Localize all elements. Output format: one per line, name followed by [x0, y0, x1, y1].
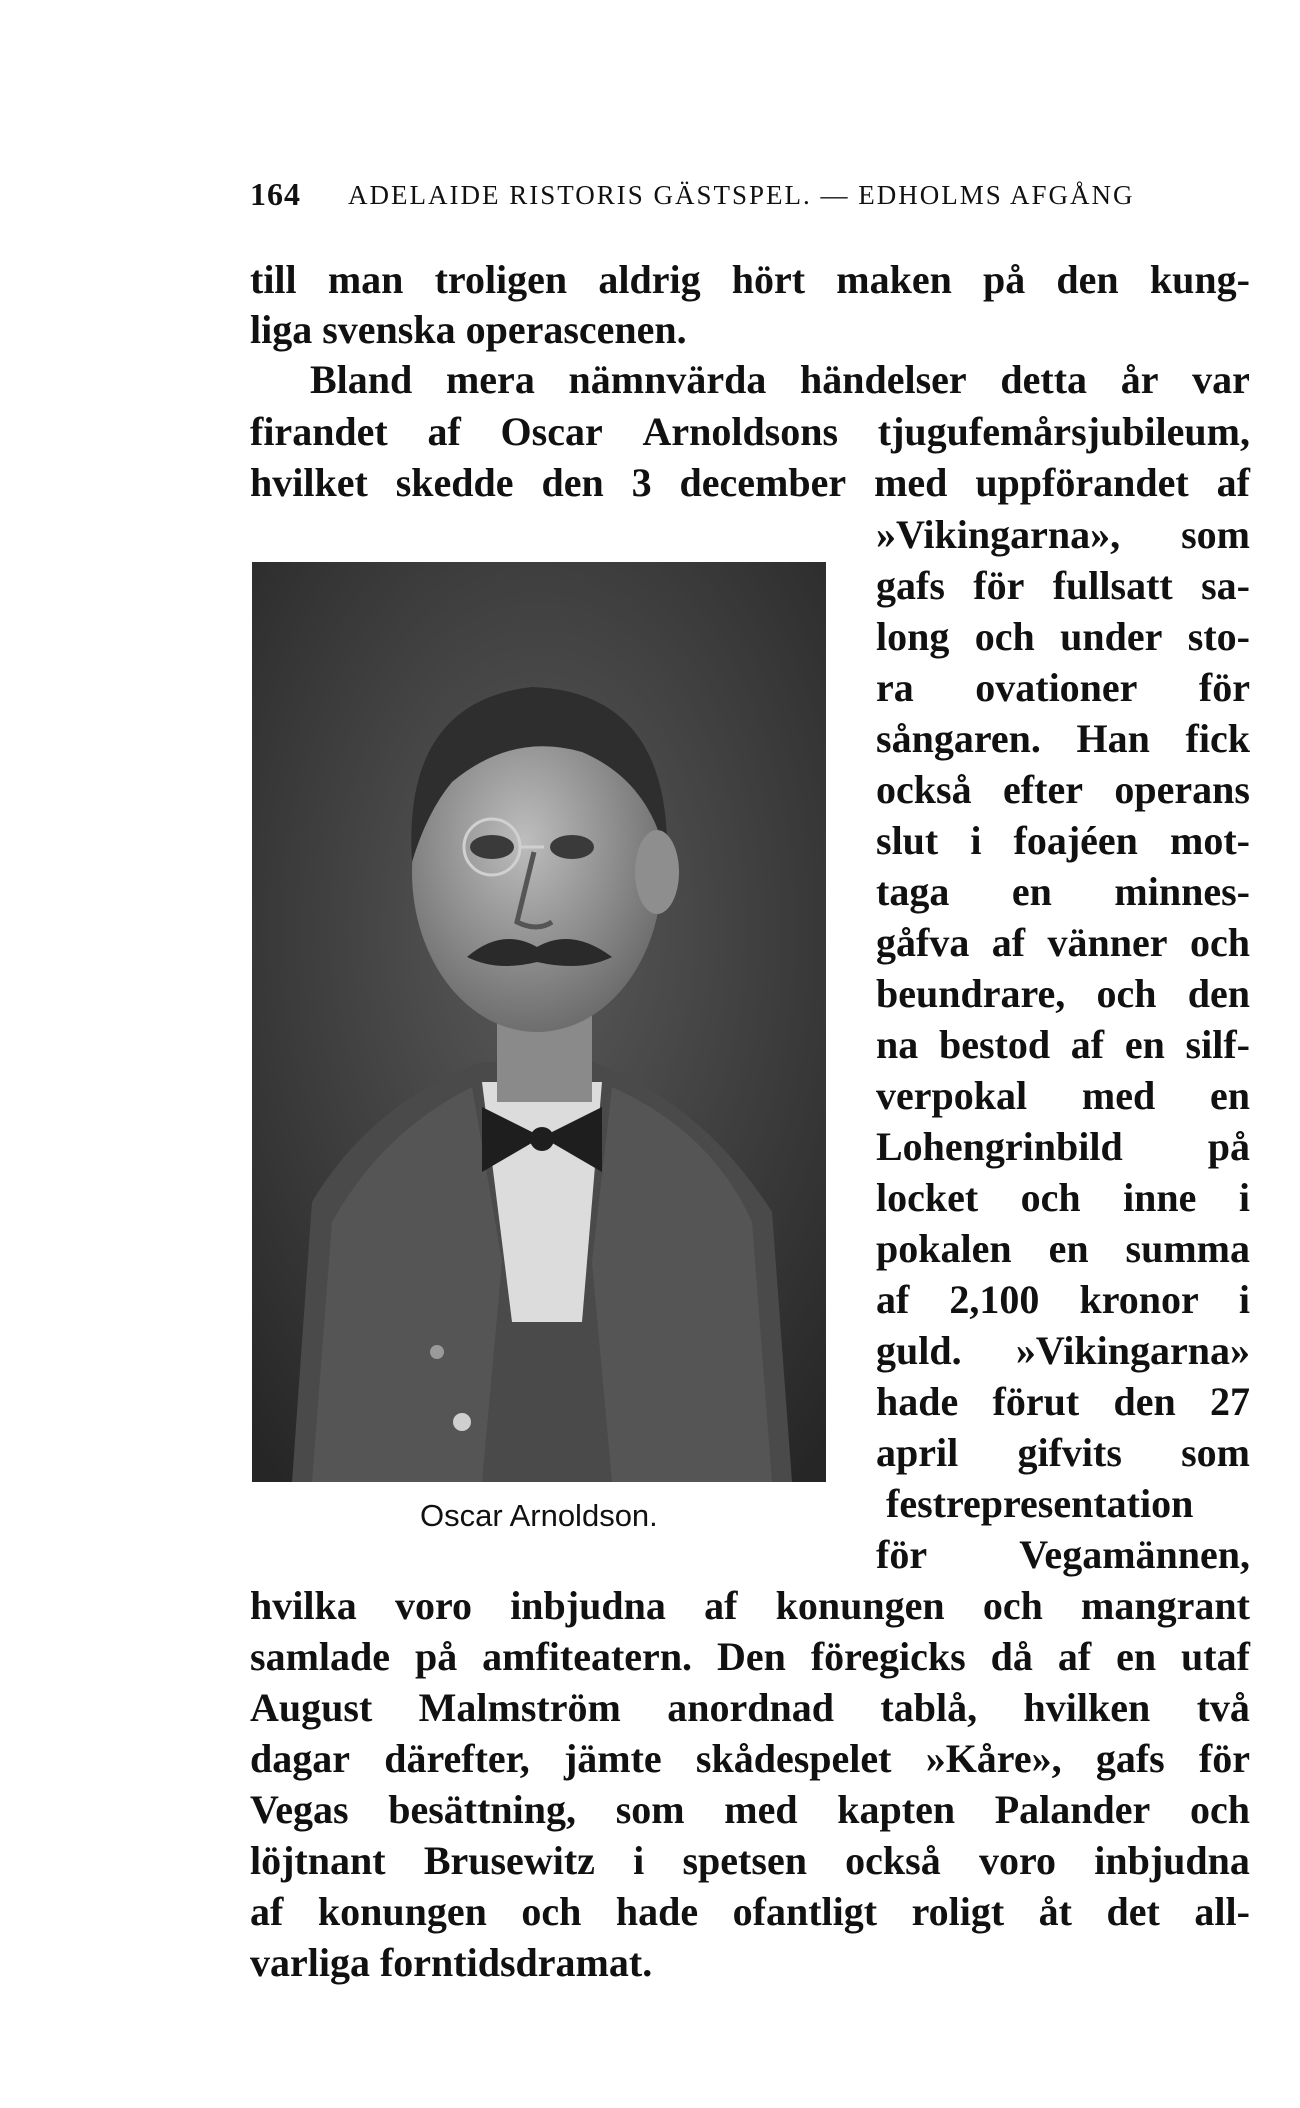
- text-line: af konungen och hade ofantligt roligt åt det all-: [250, 1889, 1250, 1934]
- text-line: också efter operans: [876, 767, 1250, 812]
- portrait-illustration: [252, 562, 826, 1482]
- text-line: hvilka voro inbjudna af konungen och mangrant: [250, 1583, 1250, 1628]
- text-line: liga svenska operascenen.: [250, 307, 687, 352]
- text-line: till man troligen aldrig hört maken på den kung-: [250, 257, 1250, 302]
- text-line: af 2,100 kronor i: [876, 1277, 1250, 1322]
- text-line: hade förut den 27: [876, 1379, 1250, 1424]
- running-title: ADELAIDE RISTORIS GÄSTSPEL. — EDHOLMS AFGÅNG: [348, 180, 1135, 210]
- text-line: pokalen en summa: [876, 1226, 1250, 1271]
- text-line: Lohengrinbild på: [876, 1124, 1250, 1169]
- text-line: löjtnant Brusewitz i spetsen också voro inbjudna: [250, 1838, 1250, 1883]
- text-line: long och under sto-: [876, 614, 1250, 659]
- text-line: dagar därefter, jämte skådespelet »Kåre», gafs för: [250, 1736, 1250, 1781]
- text-line: gåfva af vänner och: [876, 920, 1250, 965]
- text-line: »Vikingarna», som: [876, 512, 1250, 557]
- text-line: August Malmström anordnad tablå, hvilken två: [250, 1685, 1250, 1730]
- text-line: Vegas besättning, som med kapten Palander och: [250, 1787, 1250, 1832]
- text-line: hvilket skedde den 3 december med uppförandet af: [250, 460, 1250, 505]
- text-line: april gifvits som: [876, 1430, 1250, 1475]
- text-line: firandet af Oscar Arnoldsons tjugufemårsjubileum,: [250, 409, 1250, 454]
- portrait-photo: [252, 562, 826, 1482]
- text-line: sångaren. Han fick: [876, 716, 1250, 761]
- text-line: beundrare, och den: [876, 971, 1250, 1016]
- text-line: samlade på amfiteatern. Den föregicks då af en utaf: [250, 1634, 1250, 1679]
- text-line: festrepresentation: [886, 1481, 1194, 1526]
- text-line: guld. »Vikingarna»: [876, 1328, 1250, 1373]
- text-line: för Vegamännen,: [876, 1532, 1250, 1577]
- text-line: locket och inne i: [876, 1175, 1250, 1220]
- text-line: ra ovationer för: [876, 665, 1250, 710]
- figure-caption: Oscar Arnoldson.: [420, 1498, 658, 1533]
- text-line: na bestod af en silf-: [876, 1022, 1250, 1067]
- text-line: verpokal med en: [876, 1073, 1250, 1118]
- text-line: taga en minnes-: [876, 869, 1250, 914]
- page-number: 164: [250, 176, 301, 212]
- text-line: gafs för fullsatt sa-: [876, 563, 1250, 608]
- page-header: [250, 176, 1250, 216]
- text-line: varliga forntidsdramat.: [250, 1940, 653, 1985]
- text-line: slut i foajéen mot-: [876, 818, 1250, 863]
- text-line: Bland mera nämnvärda händelser detta år var: [310, 357, 1250, 402]
